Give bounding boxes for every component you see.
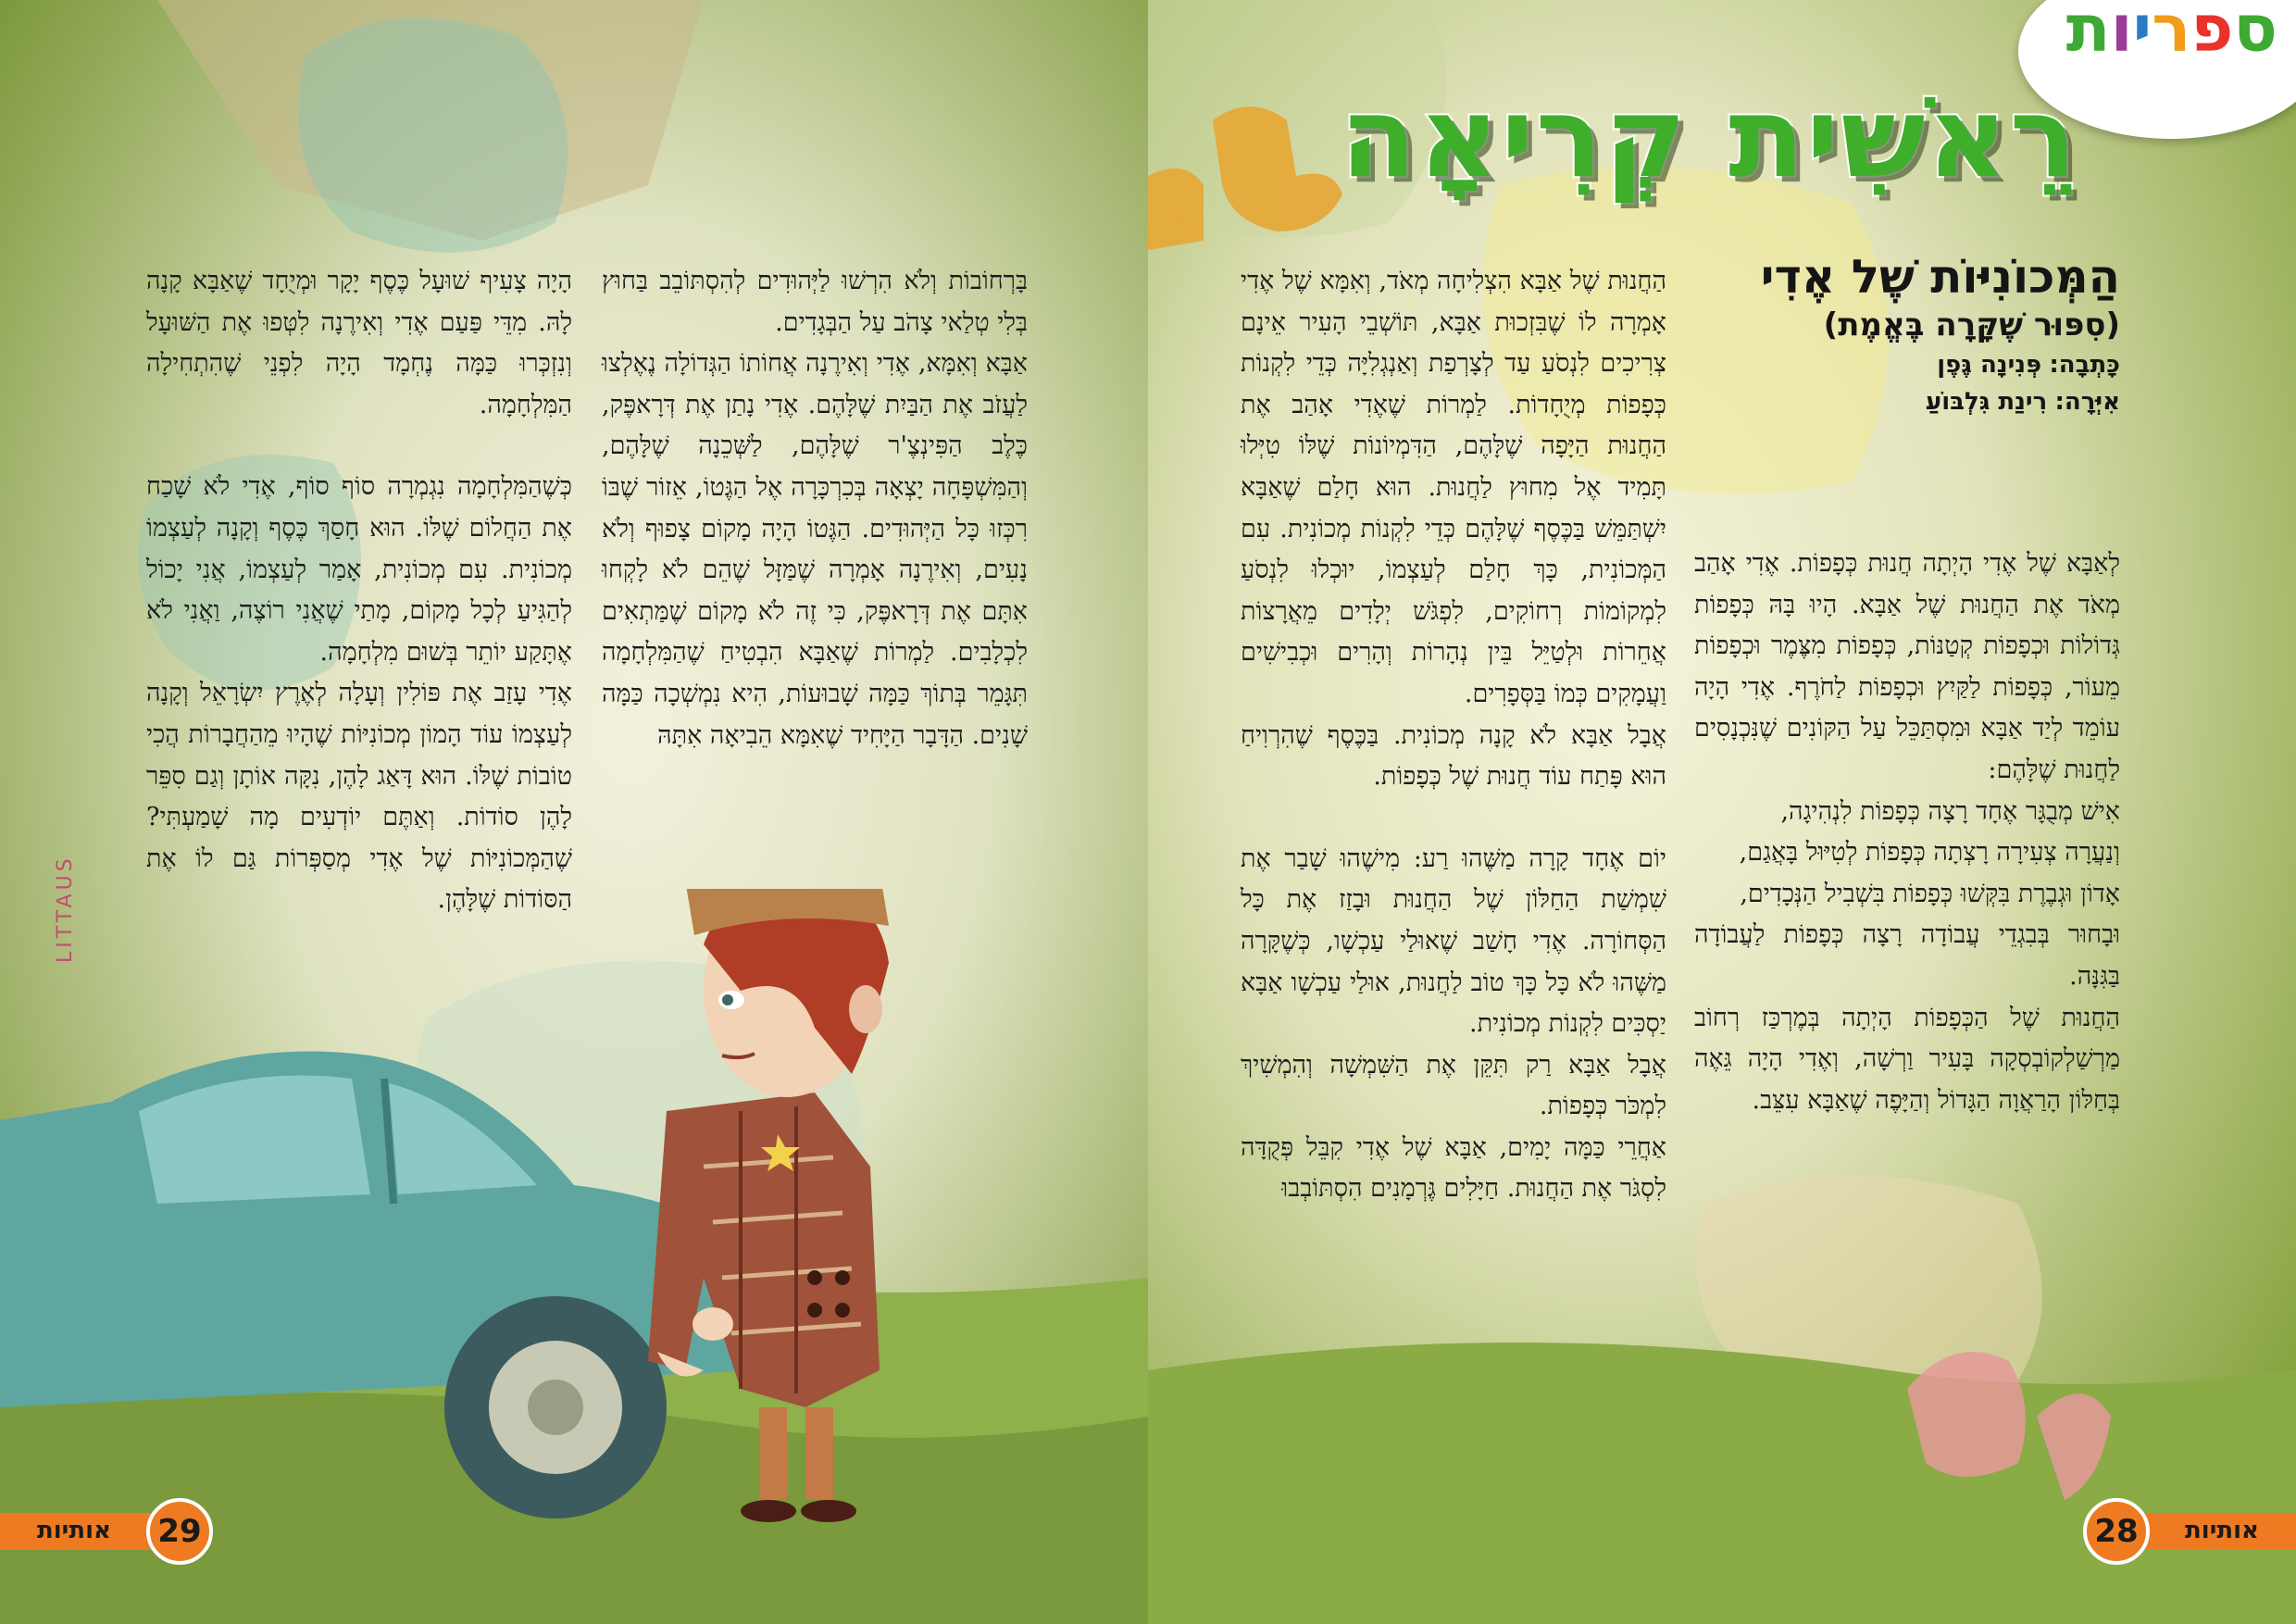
paragraph: כְּשֶׁהַמִּלְחָמָה נִגְמְרָה סוֹף סוֹף, אֶדִי לֹא שָׁכַח אֶת הַחֲלוֹם שֶׁלּוֹ. הוּא חָסַךְ כֶּסֶף וְקָנָה לְעַצְמוֹ מְכוֹנִית. עִם מְכוֹנִית, אָמַר לְעַצְמוֹ, אֲנִי יָכוֹל לְהַגִּיעַ לְכָל מָקוֹם, מָתַי שֶׁאֲנִי רוֹצֶה, וַאֲנִי לֹא אֶתָּקַע יוֹתֵר בְּשׁוּם מִלְחָמָה. <box>146 472 572 667</box>
paragraph: הַחֲנוּת שֶׁל הַכְּפָפוֹת הָיְתָה בְּמֶרְכַּז רְחוֹב מַרְשַׁלְקוֹבְסְקָה בָּעִיר וַרְשָׁה, וְאֶדִי הָיָה גֵּאֶה בְּחַלּוֹן הָרַאֲוָה הַגָּדוֹל וְהַיָּפֶה שֶׁאַבָּא עִצֵּב. <box>1694 1003 2120 1115</box>
right-page <box>1148 0 2296 1624</box>
paragraph: אֲבָל אַבָּא רַק תִּקֵּן אֶת הַשִּׁמְשָׁה וְהִמְשִׁיךְ לִמְכֹּר כְּפָפוֹת. <box>1241 1050 1666 1121</box>
magazine-name: אותיות <box>2185 1517 2259 1544</box>
paragraph: אֲבָל אַבָּא לֹא קָנָה מְכוֹנִית. בַּכֶּסֶף שֶׁהִרְוִיחַ הוּא פָּתַח עוֹד חֲנוּת שֶׁל כְּפָפוֹת. <box>1241 720 1666 792</box>
magazine-logo: ספריות <box>2065 0 2277 67</box>
text-column-4 <box>146 261 572 921</box>
paragraph: אַחֲרֵי כַּמָּה יָמִים, אַבָּא שֶׁל אֶדִי קִבֵּל פְּקֻדָּה לִסְגֹּר אֶת הַחֲנוּת. חַיָּלִים גֶּרְמָנִים הִסְתּוֹבְבוּ <box>1241 1132 1666 1204</box>
paragraph: אִישׁ מְבֻגָּר אֶחָד רָצָה כְּפָפוֹת לִנְהִיגָה, <box>1780 796 2120 826</box>
boy-illustration <box>648 889 889 1522</box>
page-number: 28 <box>2083 1498 2150 1565</box>
paragraph: יוֹם אֶחָד קָרָה מַשֶּׁהוּ רַע: מִישֶׁהוּ שָׁבַר אֶת שִׁמְשַׁת הַחַלּוֹן שֶׁל הַחֲנוּת וּבָזַז אֶת כָּל הַסְּחוֹרָה. אֶדִי חָשַׁב שֶׁאוּלַי עַכְשָׁו, כְּשֶׁקָּרָה מַשֶּׁהוּ לֹא כָּל כָּךְ טוֹב לַחֲנוּת, אוּלַי עַכְשָׁו אַבָּא יַסְכִּים לִקְנוֹת מְכוֹנִית. <box>1241 843 1666 1039</box>
text-column-2 <box>1241 261 1666 1210</box>
paragraph: הָיָה צָעִיף שׁוּעָל כֶּסֶף יָקָר וּמְיֻחָד שֶׁאַבָּא קָנָה לָהּ. מִדֵּי פַּעַם אֶדִי וְאִירֶנָה לִטְּפוּ אֶת הַשּׁוּעָל וְנִזְכְּרוּ כַּמָּה נֶחְמָד הָיָה לִפְנֵי שֶׁהִתְחִילָה הַמִּלְחָמָה. <box>146 267 572 419</box>
text-column-3 <box>602 261 1028 756</box>
author-credit: כָּתְבָה: פְּנִינָה גֶּפֶן <box>1937 351 2120 379</box>
section-title: רֵאשִׁית קְרִיאָה <box>1340 74 2078 203</box>
paragraph: וְנַעֲרָה צְעִירָה רָצְתָה כְּפָפוֹת לְטִיּוּל בָּאֲגַם, <box>1739 838 2120 868</box>
paragraph: אָדוֹן וּגְבֶרֶת בִּקְּשׁוּ כְּפָפוֹת בִּשְׁבִיל הַנְּכָדִים, <box>1740 879 2120 908</box>
magazine-name: אותיות <box>37 1517 111 1544</box>
section-title-wrap <box>1264 74 2078 213</box>
paragraph: בָּרְחוֹבוֹת וְלֹא הִרְשׁוּ לַיְּהוּדִים לְהִסְתּוֹבֵב בַּחוּץ בְּלִי טְלַאי צָהֹב עַל הַבְּגָדִים. <box>602 267 1028 337</box>
paragraph: אַבָּא וְאִמָּא, אֶדִי וְאִירֶנָה אֲחוֹתוֹ הַגְּדוֹלָה נֶאֶלְצוּ לַעֲזֹב אֶת הַבַּיִת שֶׁלָּהֶם. אֶדִי נָתַן אֶת דְּרָאפֶּק, כֶּלֶב הַפִּינְצֶ'ר שֶׁלָּהֶם, לַשְּׁכֵנָה שֶׁלָּהֶם, וְהַמִּשְׁפָּחָה יָצְאָה בְּכִרְכָּרָה אֶל הַגֶּטוֹ, אֵזוֹר שֶׁבּוֹ רִכְּזוּ כָּל הַיְּהוּדִים. הַגֶּטוֹ הָיָה מָקוֹם צָפוּף וְלֹא נָעִים, וְאִירֶנָה אָמְרָה שֶׁמַּזָּל שֶׁהֵם לֹא לָקְחוּ אִתָּם אֶת דְּרָאפֶּק, כִּי זֶה לֹא מָקוֹם שֶׁמַּתְאִים לִכְלָבִים. לַמְרוֹת שֶׁאַבָּא הִבְטִיחַ שֶׁהַמִּלְחָמָה תִּגָּמֵר בְּתוֹךְ כַּמָּה שָׁבוּעוֹת, הִיא נִמְשְׁכָה כַּמָּה שָׁנִים. הַדָּבָר הַיָּחִיד שֶׁאִמָּא הֵבִיאָה אִתָּהּ <box>602 349 1028 750</box>
story-header <box>1602 250 2120 420</box>
paragraph: לְאַבָּא שֶׁל אֶדִי הָיְתָה חֲנוּת כְּפָפוֹת. אֶדִי אָהַב מְאֹד אֶת הַחֲנוּת שֶׁל אַבָּא. הָיוּ בָּהּ כְּפָפוֹת גְּדוֹלוֹת וּכְפָפוֹת קְטַנּוֹת, כְּפָפוֹת מִצֶּמֶר וּכְפָפוֹת מֵעוֹר, כְּפָפוֹת לַקַּיִץ וּכְפָפוֹת לַחֹרֶף. אֶדִי הָיָה עוֹמֵד לְיַד אַבָּא וּמִסְתַּכֵּל עַל הַקּוֹנִים שֶׁנִּכְנָסִים לַחֲנוּת שֶׁלָּהֶם: <box>1694 549 2120 784</box>
story-title: הַמְּכוֹנִיּוֹת שֶׁל אֶדִי <box>1760 250 2120 304</box>
text-column-1 <box>1694 543 2120 1121</box>
boy-and-car-illustration <box>0 889 1148 1537</box>
story-subtitle: (סִפּוּר שֶׁקָּרָה בֶּאֱמֶת) <box>1823 306 2120 344</box>
illustrator-signature: LITTAUS <box>54 855 77 963</box>
paragraph: הַחֲנוּת שֶׁל אַבָּא הִצְלִיחָה מְאֹד, וְאִמָּא שֶׁל אֶדִי אָמְרָה לוֹ שֶׁבִּזְכוּת אַבָּא, תּוֹשְׁבֵי הָעִיר אֵינָם צְרִיכִים לִנְסֹעַ עַד לְצָרְפַת וְאַנְגְלִיָּה כְּדֵי לִקְנוֹת כְּפָפוֹת מְיֻחָדוֹת. לַמְרוֹת שֶׁאֶדִי אָהַב אֶת הַחֲנוּת הַיָּפָה שֶׁלָּהֶם, הַדִּמְיוֹנוֹת שֶׁלּוֹ טִיְּלוּ תָּמִיד אֶל מִחוּץ לַחֲנוּת. הוּא חָלַם שֶׁאַבָּא יִשְׁתַּמֵּשׁ בַּכֶּסֶף שֶׁלָּהֶם כְּדֵי לִקְנוֹת מְכוֹנִית. עִם הַמְּכוֹנִית, כָּךְ חָלַם לְעַצְמוֹ, יוּכְלוּ לִנְסֹעַ לִמְקוֹמוֹת רְחוֹקִים, לִפְגֹּשׁ יְלָדִים מֵאֲרָצוֹת אֲחֵרוֹת וּלְטַיֵּל בֵּין נְהָרוֹת וְהָרִים וּכְבִישִׁים וַעֲמָקִים כְּמוֹ בַּסְּפָרִים. <box>1241 267 1666 708</box>
page-number: 29 <box>146 1498 213 1565</box>
paragraph: אֶדִי עָזַב אֶת פּוֹלִין וְעָלָה לְאֶרֶץ יִשְׂרָאֵל וְקָנָה לְעַצְמוֹ עוֹד הָמוֹן מְכוֹנִיּוֹת שֶׁהָיוּ מֵהַחֲבָרוֹת הֲכִי טוֹבוֹת שֶׁלּוֹ. הוּא דָּאַג לָהֶן, נִקָּה אוֹתָן וְגַם סִפֵּר לָהֶן סוֹדוֹת. וְאַתֶּם יוֹדְעִים מָה שָׁמַעְתִּי? שֶׁהַמְּכוֹנִיּוֹת שֶׁל אֶדִי מְסַפְּרוֹת גַּם לוֹ אֶת הַסּוֹדוֹת שֶׁלָּהֶן. <box>146 679 572 915</box>
illustrator-credit: אִיְּרָה: רִינַת גִּלְבּוֹעַ <box>1925 388 2120 416</box>
paragraph: וּבָחוּר בְּבִגְדֵי עֲבוֹדָה רָצָה כְּפָפוֹת לַעֲבוֹדָה בַּגִּנָּה. <box>1694 920 2120 991</box>
